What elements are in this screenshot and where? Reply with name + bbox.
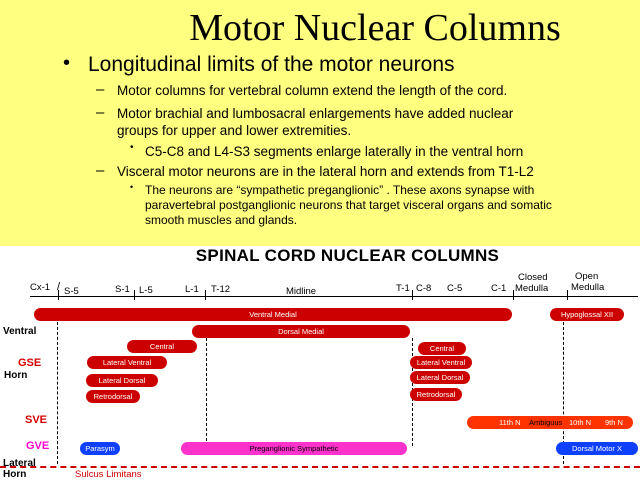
segment-label-cx1: Cx-1 [30, 282, 51, 293]
dash-marker: – [96, 162, 105, 179]
bar-lateral-ventral-lumbar: Lateral Ventral [87, 356, 167, 369]
segment-label-closed-2: Medulla [515, 283, 549, 294]
segment-label-l1: L-1 [185, 284, 199, 295]
axis-tick [412, 290, 413, 300]
axis-tick [567, 290, 568, 300]
row-label-lateral: Lateral [3, 458, 36, 469]
subbullet-dot: • [130, 182, 134, 192]
sulcus-limitans-line [0, 466, 640, 468]
row-label-sve: SVE [25, 414, 48, 426]
segment-label-closed-1: Closed [518, 272, 548, 283]
axis-tick [205, 290, 206, 300]
dash-marker: – [96, 104, 105, 121]
row-label-lateral-horn: Horn [3, 469, 27, 480]
bar-sve [467, 416, 633, 429]
segment-label-c5: C-5 [447, 283, 463, 294]
segment-label-midline: Midline [286, 286, 317, 297]
row-label-horn: Horn [4, 370, 28, 381]
bar-ventral-medial: Ventral Medial [34, 308, 512, 321]
bar-parasym: Parasym [80, 442, 120, 455]
axis-tick [134, 290, 135, 300]
bar-hypoglossal: Hypoglossal XII [550, 308, 624, 321]
subbullet-text-2b: paravertebral postganglionic neurons that target visceral organs and somatic [145, 198, 552, 212]
bar-dorsal-motor-x: Dorsal Motor X [556, 442, 638, 455]
dash-text-2b: groups for upper and lower extremities. [117, 123, 352, 138]
subbullet-text-1: C5-C8 and L4-S3 segments enlarge laterally in the ventral horn [145, 144, 524, 159]
subbullet-dot: • [130, 142, 134, 153]
segment-label-s1: S-1 [115, 284, 130, 295]
bullet-dot: • [63, 52, 71, 74]
row-label-gve: GVE [26, 440, 50, 452]
bar-lateral-ventral-cervical: Lateral Ventral [410, 356, 472, 369]
sve-label-9th: 9th N [605, 418, 623, 427]
guide-line-t12 [206, 338, 207, 446]
bar-retrodorsal-lumbar: Retrodorsal [86, 390, 140, 403]
bar-lateral-dorsal-cervical: Lateral Dorsal [410, 371, 470, 384]
segment-label-t1: T-1 [396, 283, 410, 294]
sve-label-10th: 10th N [569, 418, 592, 427]
segment-label-c1: C-1 [491, 283, 507, 294]
segment-axis [30, 296, 638, 297]
sulcus-limitans-label: Sulcus Limitans [75, 469, 142, 480]
dash-text-2a: Motor brachial and lumbosacral enlargements have added nuclear [117, 106, 514, 121]
sve-label-ambiguus: Ambiguus [529, 418, 563, 427]
sve-label-11th: 11th N [499, 418, 521, 427]
axis-tick [513, 290, 514, 300]
segment-label-c8: C-8 [416, 283, 432, 294]
guide-line-s5 [57, 322, 58, 464]
bar-central-cervical: Central [418, 342, 466, 355]
dash-marker: – [96, 81, 105, 98]
bar-central-lumbar: Central [127, 340, 197, 353]
bar-retrodorsal-cervical: Retrodorsal [410, 388, 462, 401]
subbullet-text-2c: smooth muscles and glands. [145, 213, 298, 227]
segment-label-s5: S-5 [64, 286, 79, 297]
subbullet-text-2a: The neurons are “sympathetic preganglionic” . These axons synapse with [145, 183, 535, 197]
row-label-ventral: Ventral [3, 326, 37, 337]
bar-dorsal-medial: Dorsal Medial [192, 325, 410, 338]
dash-text-1: Motor columns for vertebral column extend the length of the cord. [117, 83, 508, 98]
segment-tick-slash: / [57, 281, 61, 293]
segment-label-open-1: Open [575, 271, 599, 282]
bar-lateral-dorsal-lumbar: Lateral Dorsal [86, 374, 158, 387]
slide-title: Motor Nuclear Columns [189, 7, 561, 49]
segment-label-l5: L-5 [139, 285, 153, 296]
bar-preganglionic-sympathetic: Preganglionic Sympathetic [181, 442, 407, 455]
axis-tick [58, 290, 59, 300]
row-label-gse: GSE [18, 357, 42, 369]
dash-text-3: Visceral motor neurons are in the lateral horn and extends from T1-L2 [117, 164, 534, 179]
segment-label-open-2: Medulla [571, 282, 605, 293]
diagram-title: SPINAL CORD NUCLEAR COLUMNS [195, 246, 500, 265]
segment-label-t12: T-12 [211, 284, 231, 295]
bullet-main: Longitudinal limits of the motor neurons [88, 53, 455, 76]
